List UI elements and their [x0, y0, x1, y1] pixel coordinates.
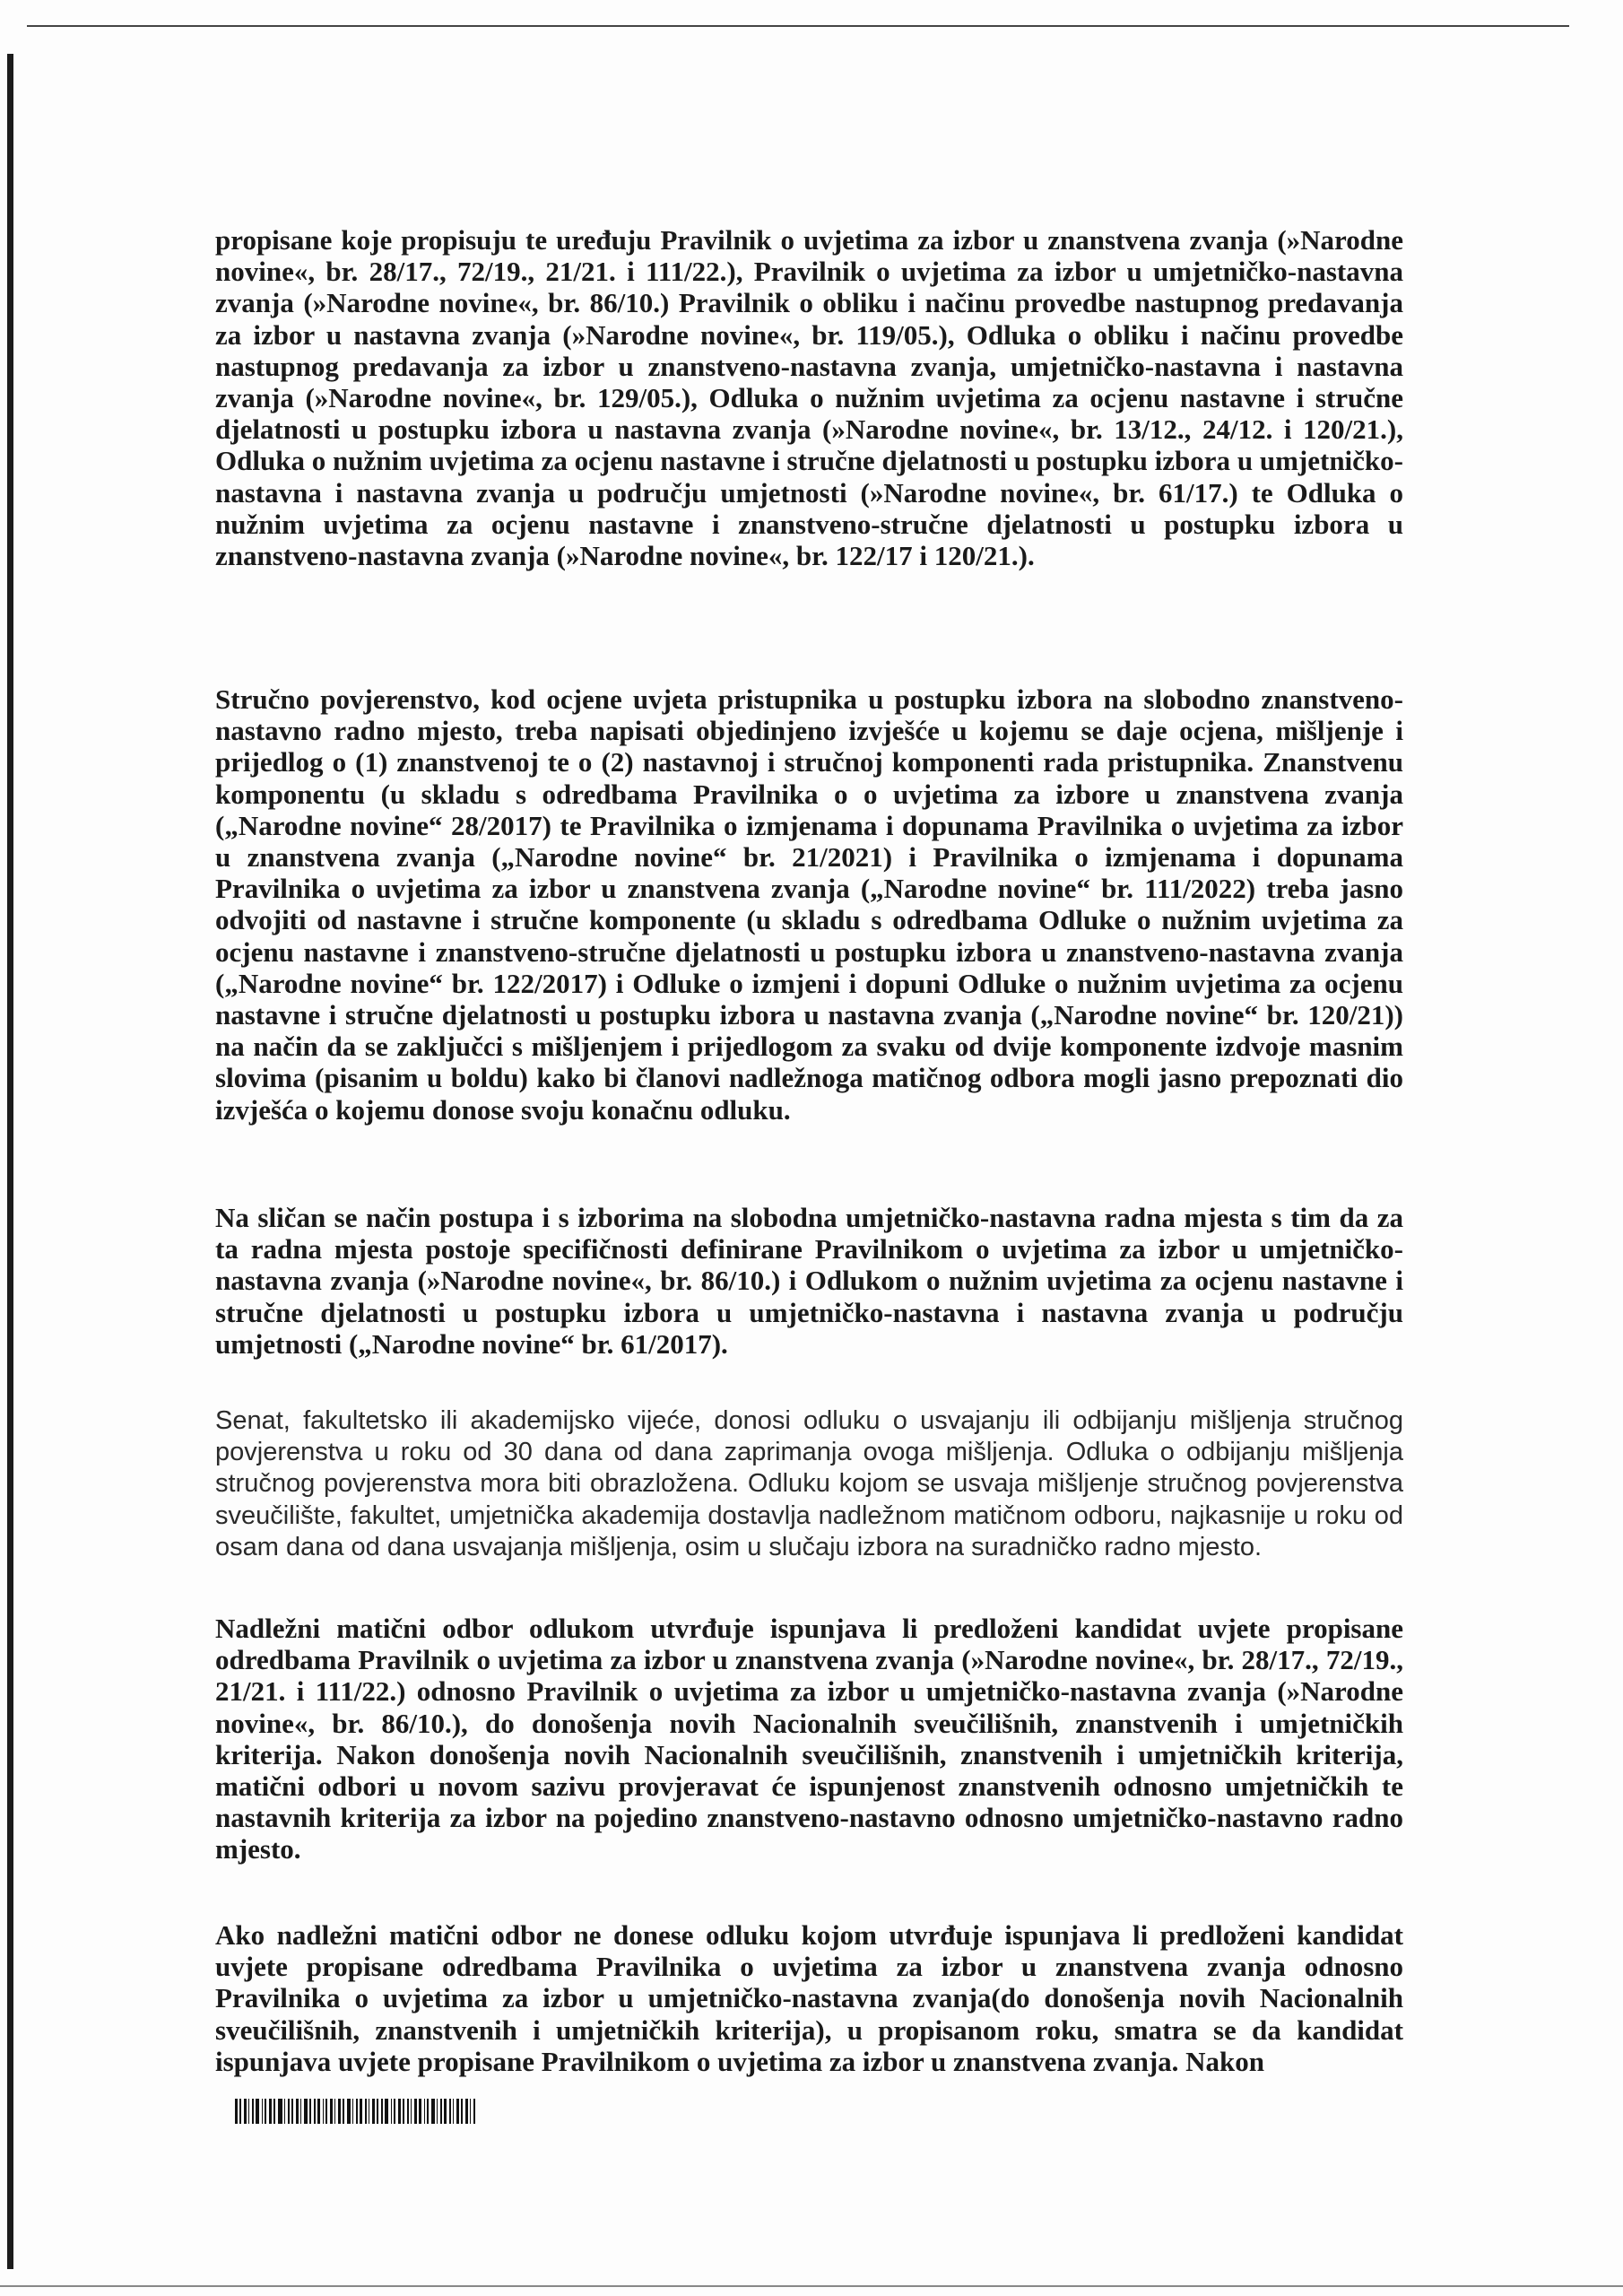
paragraph-board-decision: Nadležni matični odbor odlukom utvrđuje ispunjava li predloženi kandidat uvjete propisane odredbama Pravilnik o uvjetima za izbor u znanstvena zvanja (»Narodne novine«, br. 28/17., 72/19., 21/21. i 111/22.) odnosno Pravilnik o uvjetima za izbor u umjetničko-nastavna zvanja (»Narodne novine«, br. 86/10.), do donošenja novih Nacionalnih sveučilišnih, znanstvenih i umjetničkih kriterija. Nakon donošenja novih Nacionalnih sveučilišnih, znanstvenih i umjetničkih kriterija, matični odbori u novom sazivu provjeravat će ispunjenost znanstvenih odnosno umjetničkih te nastavnih kriterija za izbor na pojedino znanstveno-nastavno odnosno umjetničko-nastavno radno mjesto. [215, 1613, 1403, 1866]
barcode [235, 2099, 477, 2124]
scan-left-edge [7, 54, 13, 2269]
paragraph-no-decision: Ako nadležni matični odbor ne donese odluku kojom utvrđuje ispunjava li predloženi kandidat uvjete propisane odredbama Pravilnika o uvjetima za izbor u znanstvena zvanja odnosno Pravilnika o uvjetima za izbor u umjetničko-nastavna zvanja(do donošenja novih Nacionalnih sveučilišnih, znanstvenih i umjetničkih kriterija), u propisanom roku, smatra se da kandidat ispunjava uvjete propisane Pravilnikom o uvjetima za izbor u znanstvena zvanja. Nakon [215, 1919, 1403, 2077]
page-top-border [27, 25, 1569, 27]
paragraph-artistic-positions: Na sličan se način postupa i s izborima na slobodna umjetničko-nastavna radna mjesta s tim da za ta radna mjesta postoje specifičnosti definirane Pravilnikom o uvjetima za izbor u umjetničko-nastavna zvanja (»Narodne novine«, br. 86/10.) i Odlukom o nužnim uvjetima za ocjenu nastavne i stručne djelatnosti u postupku izbora u umjetničko-nastavna i nastavna zvanja u području umjetnosti („Narodne novine“ br. 61/2017). [215, 1202, 1403, 1360]
paragraph-senate-decision: Senat, fakultetsko ili akademijsko vijeće, donosi odluku o usvajanju ili odbijanju mišljenja stručnog povjerenstva u roku od 30 dana od dana zaprimanja ovoga mišljenja. Odluka o odbijanju mišljenja stručnog povjerenstva mora biti obrazložena. Odluku kojom se usvaja mišljenje stručnog povjerenstva sveučilište, fakultet, umjetnička akademija dostavlja nadležnom matičnom odboru, najkasnije u roku od osam dana od dana usvajanja mišljenja, osim u slučaju izbora na suradničko radno mjesto. [215, 1406, 1403, 1561]
page-bottom-border [0, 2285, 1623, 2287]
paragraph-expert-committee: Stručno povjerenstvo, kod ocjene uvjeta pristupnika u postupku izbora na slobodno znanstveno-nastavno radno mjesto, treba napisati objedinjeno izvješće u kojemu se daje ocjena, mišljenje i prijedlog o (1) znanstvenoj te o (2) nastavnoj i stručnoj komponenti rada pristupnika. Znanstvenu komponentu (u skladu s odredbama Pravilnika o o uvjetima za izbore u znanstvena zvanja („Narodne novine“ 28/2017) te Pravilnika o izmjenama i dopunama Pravilnika o uvjetima za izbor u znanstvena zvanja („Narodne novine“ br. 21/2021) i Pravilnika o izmjenama i dopunama Pravilnika o uvjetima za izbor u znanstvena zvanja („Narodne novine“ br. 111/2022) treba jasno odvojiti od nastavne i stručne komponente (u skladu s odredbama Odluke o nužnim uvjetima za ocjenu nastavne i znanstveno-stručne djelatnosti u postupku izbora u znanstveno-nastavna zvanja („Narodne novine“ br. 122/2017) i Odluke o izmjeni i dopuni Odluke o nužnim uvjetima za ocjenu nastavne i stručne djelatnosti u postupku izbora u nastavna zvanja („Narodne novine“ br. 120/21)) na način da se zaključci s mišljenjem i prijedlogom za svaku od dvije komponente izdvoje masnim slovima (pisanim u boldu) kako bi članovi nadležnoga matičnog odbora mogli jasno prepoznati dio izvješća o kojemu donose svoju konačnu odluku. [215, 683, 1403, 1126]
paragraph-regulations-list: propisane koje propisuju te uređuju Pravilnik o uvjetima za izbor u znanstvena zvanja (»Narodne novine«, br. 28/17., 72/19., 21/21. i 111/22.), Pravilnik o uvjetima za izbor u umjetničko-nastavna zvanja (»Narodne novine«, br. 86/10.) Pravilnik o obliku i načinu provedbe nastupnog predavanja za izbor u nastavna zvanja (»Narodne novine«, br. 119/05.), Odluka o obliku i načinu provedbe nastupnog predavanja za izbor u znanstveno-nastavna zvanja, umjetničko-nastavna i nastavna zvanja (»Narodne novine«, br. 129/05.), Odluka o nužnim uvjetima za ocjenu nastavne i stručne djelatnosti u postupku izbora u nastavna zvanja (»Narodne novine«, br. 13/12., 24/12. i 120/21.), Odluka o nužnim uvjetima za ocjenu nastavne i stručne djelatnosti u postupku izbora u umjetničko-nastavna i nastavna zvanja u području umjetnosti (»Narodne novine«, br. 61/17.) te Odluka o nužnim uvjetima za ocjenu nastavne i znanstveno-stručne djelatnosti u postupku izbora u znanstveno-nastavna zvanja (»Narodne novine«, br. 122/17 i 120/21.). [215, 224, 1403, 572]
